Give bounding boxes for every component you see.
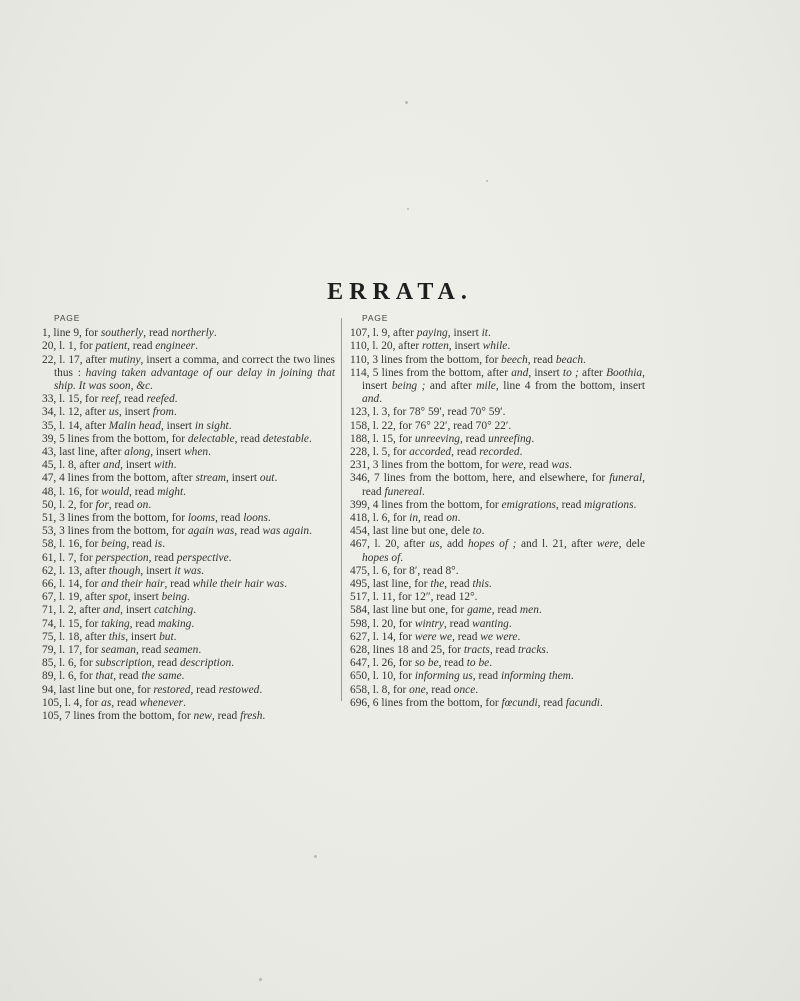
errata-entry: 74, l. 15, for taking, read making. — [42, 617, 195, 630]
errata-entry: 696, 6 lines from the bottom, for fœcundi, read facundi. — [350, 696, 603, 709]
errata-entry: 75, l. 18, after this, insert but. — [42, 630, 177, 643]
page-title: ERRATA. — [327, 279, 473, 305]
errata-entry: 231, 3 lines from the bottom, for were, read was. — [350, 459, 573, 472]
errata-entry: 50, l. 2, for for, read on. — [42, 498, 152, 511]
errata-entry: 418, l. 6, for in, read on. — [350, 512, 461, 525]
errata-entry: 58, l. 16, for being, read is. — [42, 538, 166, 551]
errata-entry: 475, l. 6, for 8′, read 8°. — [350, 564, 459, 577]
errata-entry: 62, l. 13, after though, insert it was. — [42, 564, 205, 577]
errata-entry: 67, l. 19, after spot, insert being. — [42, 591, 190, 604]
errata-entry: 20, l. 1, for patient, read engineer. — [42, 340, 198, 353]
errata-entry: 79, l. 17, for seaman, read seamen. — [42, 644, 202, 657]
errata-entry: 598, l. 20, for wintry, read wanting. — [350, 617, 512, 630]
errata-entry: 39, 5 lines from the bottom, for delectable, read detestable. — [42, 432, 312, 445]
errata-entry: 647, l. 26, for so be, read to be. — [350, 657, 493, 670]
errata-entry: 123, l. 3, for 78° 59′, read 70° 59′. — [350, 406, 506, 419]
errata-entry: 48, l. 16, for would, read might. — [42, 485, 186, 498]
paper-speck — [407, 208, 409, 210]
errata-entry: 584, last line but one, for game, read men. — [350, 604, 542, 617]
column-divider — [341, 318, 342, 701]
errata-entry: 61, l. 7, for perspection, read perspective. — [42, 551, 232, 564]
errata-entry: 467, l. 20, after us, add hopes of ; and l. 21, after were, dele hopes of. — [350, 538, 645, 564]
errata-entry: 35, l. 14, after Malin head, insert in sight. — [42, 419, 232, 432]
errata-entry: 89, l. 6, for that, read the same. — [42, 670, 185, 683]
errata-entry: 34, l. 12, after us, insert from. — [42, 406, 177, 419]
errata-list-left — [42, 327, 335, 723]
errata-entry: 33, l. 15, for reef, read reefed. — [42, 393, 178, 406]
errata-entry: 454, last line but one, dele to. — [350, 525, 485, 538]
paper-speck — [259, 978, 262, 981]
errata-entry: 658, l. 8, for one, read once. — [350, 683, 479, 696]
errata-column-right — [350, 312, 645, 710]
errata-entry: 66, l. 14, for and their hair, read while their hair was. — [42, 578, 287, 591]
errata-entry: 650, l. 10, for informing us, read informing them. — [350, 670, 574, 683]
errata-entry: 71, l. 2, after and, insert catching. — [42, 604, 197, 617]
errata-entry: 114, 5 lines from the bottom, after and, insert to ; after Boothia, insert being ; and after mile, line 4 from the bottom, insert and. — [350, 366, 646, 406]
errata-entry: 188, l. 15, for unreeving, read unreefing. — [350, 432, 535, 445]
paper-speck — [314, 855, 317, 858]
errata-entry: 110, 3 lines from the bottom, for beech, read beach. — [350, 353, 586, 366]
errata-entry: 107, l. 9, after paying, insert it. — [350, 327, 491, 340]
errata-list-right — [350, 327, 645, 710]
paper-speck — [405, 101, 408, 104]
errata-column-left — [42, 312, 335, 723]
errata-entry: 53, 3 lines from the bottom, for again was, read was again. — [42, 525, 312, 538]
errata-entry: 110, l. 20, after rotten, insert while. — [350, 340, 511, 353]
page-column-label: PAGE — [54, 313, 81, 323]
errata-entry: 228, l. 5, for accorded, read recorded. — [350, 446, 523, 459]
errata-entry: 1, line 9, for southerly, read northerly. — [42, 327, 217, 340]
errata-entry: 85, l. 6, for subscription, read description. — [42, 657, 235, 670]
errata-entry: 627, l. 14, for were we, read we were. — [350, 630, 521, 643]
errata-entry: 94, last line but one, for restored, read restowed. — [42, 683, 263, 696]
errata-entry: 495, last line, for the, read this. — [350, 578, 492, 591]
errata-entry: 517, l. 11, for 12″, read 12°. — [350, 591, 478, 604]
page-column-label: PAGE — [362, 313, 389, 323]
errata-entry: 51, 3 lines from the bottom, for looms, read loons. — [42, 512, 271, 525]
errata-entry: 45, l. 8, after and, insert with. — [42, 459, 177, 472]
errata-entry: 105, 7 lines from the bottom, for new, read fresh. — [42, 710, 266, 723]
errata-entry: 105, l. 4, for as, read whenever. — [42, 696, 186, 709]
errata-entry: 628, lines 18 and 25, for tracts, read tracks. — [350, 644, 549, 657]
errata-entry: 22, l. 17, after mutiny, insert a comma, and correct the two lines thus : having taken advantage of our delay in joining that ship. It was soon, &c. — [42, 353, 335, 393]
errata-entry: 47, 4 lines from the bottom, after stream, insert out. — [42, 472, 278, 485]
errata-entry: 346, 7 lines from the bottom, here, and elsewhere, for funeral, read funereal. — [350, 472, 645, 498]
paper-speck — [486, 180, 488, 182]
errata-entry: 158, l. 22, for 76° 22′, read 70° 22′. — [350, 419, 512, 432]
errata-entry: 43, last line, after along, insert when. — [42, 446, 211, 459]
errata-entry: 399, 4 lines from the bottom, for emigrations, read migrations. — [350, 498, 637, 511]
